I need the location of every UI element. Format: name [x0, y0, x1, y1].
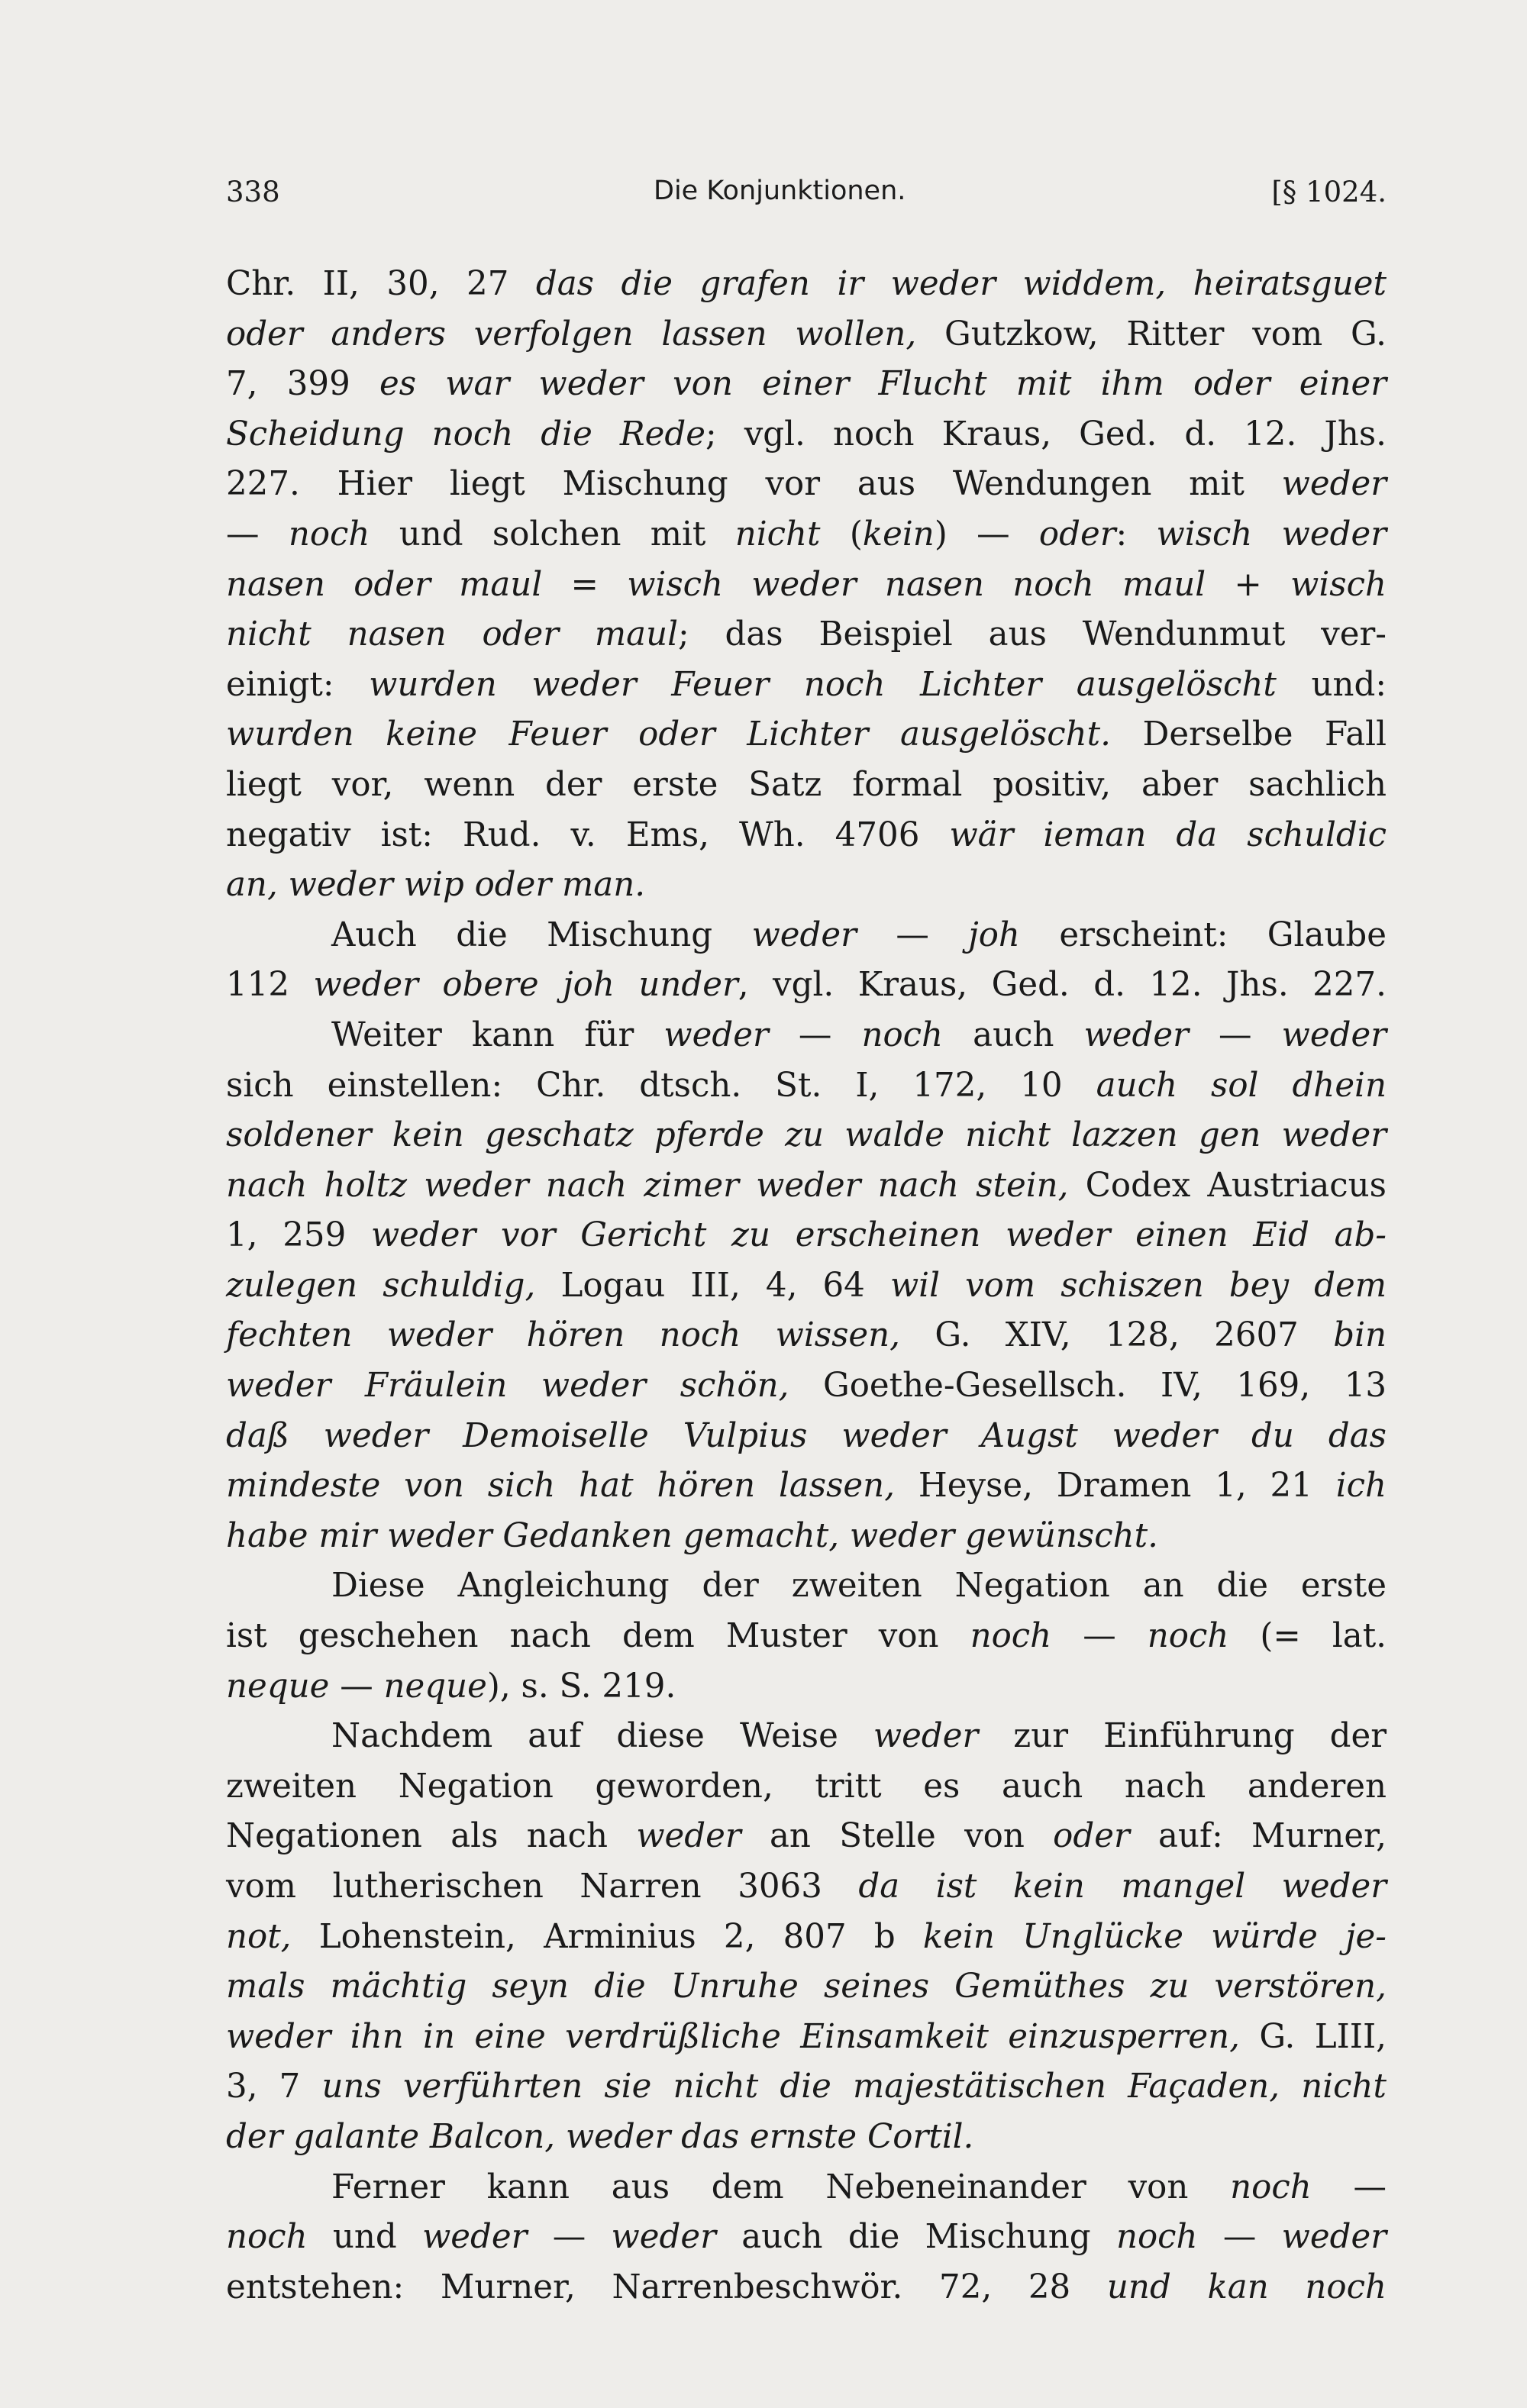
italic-segment: weder	[1083, 1015, 1189, 1054]
body-text	[226, 260, 1387, 2313]
text-segment: Negationen als nach	[226, 1817, 637, 1856]
italic-segment: weder	[1281, 1015, 1387, 1054]
text-line	[226, 1011, 1387, 1061]
text-line	[226, 760, 1387, 811]
text-line	[226, 1862, 1387, 1913]
text-segment: —	[226, 515, 289, 554]
text-line	[226, 1161, 1387, 1212]
text-segment: ), s. S. 219.	[486, 1667, 676, 1706]
text-line	[226, 1111, 1387, 1161]
text-segment: (= lat.	[1228, 1617, 1387, 1656]
text-segment: —	[1311, 2168, 1387, 2206]
italic-segment: neque	[226, 1667, 330, 1706]
italic-segment: weder ihn in eine verdrüßliche Einsamkeit einzusperren,	[226, 2017, 1240, 2056]
italic-segment: noch	[970, 1617, 1052, 1656]
italic-segment: oder	[1038, 515, 1116, 554]
text-segment: —	[329, 1667, 384, 1706]
italic-segment: auch sol dhein	[1096, 1066, 1387, 1105]
text-segment: Logau III, 4, 64	[535, 1266, 890, 1305]
italic-segment: wurden weder Feuer noch Lichter ausgelöscht	[369, 665, 1277, 704]
text-line	[226, 960, 1387, 1011]
italic-segment: an, weder wip oder man.	[226, 866, 646, 905]
text-segment: und solchen mit	[370, 515, 735, 554]
italic-segment: nach holtz weder nach zimer weder nach stein,	[226, 1166, 1069, 1205]
text-segment: 112	[226, 966, 314, 1005]
text-segment: Codex Austriacus	[1068, 1166, 1387, 1205]
section-marker: [§ 1024.	[1271, 176, 1387, 208]
text-segment: —	[1051, 1617, 1148, 1656]
running-title: Die Konjunktionen.	[654, 176, 906, 206]
italic-segment: weder	[663, 1015, 769, 1054]
text-line	[226, 1361, 1387, 1412]
text-line	[226, 1913, 1387, 1963]
text-segment: liegt vor, wenn der erste Satz formal positiv, aber sachlich	[226, 765, 1387, 804]
text-segment: 7, 399	[226, 365, 379, 404]
italic-segment: oder anders verfolgen lassen wollen,	[226, 315, 917, 353]
italic-segment: da ist kein mangel weder	[858, 1867, 1387, 1906]
text-segment: —	[527, 2218, 612, 2257]
text-line	[226, 1762, 1387, 1812]
italic-segment: weder	[611, 2218, 716, 2257]
page-number: 338	[226, 176, 280, 208]
text-line	[226, 2163, 1387, 2213]
italic-segment: nasen oder maul	[226, 565, 543, 604]
text-line	[226, 911, 1387, 961]
text-segment: Weiter kann für	[331, 1015, 664, 1054]
italic-segment: nicht nasen oder maul	[226, 615, 679, 654]
italic-segment: habe mir weder Gedanken gemacht, weder gewünscht.	[226, 1516, 1158, 1555]
italic-segment: bin	[1333, 1316, 1387, 1355]
text-line	[226, 1812, 1387, 1862]
text-segment: =	[542, 565, 628, 604]
text-line	[226, 510, 1387, 560]
text-line	[226, 410, 1387, 460]
text-segment: einigt:	[226, 665, 370, 704]
text-line	[226, 1512, 1387, 1562]
text-segment: ist geschehen nach dem Muster von	[226, 1617, 970, 1656]
text-line	[226, 1061, 1387, 1112]
italic-segment: weder	[636, 1817, 741, 1856]
text-segment: auch	[943, 1015, 1084, 1054]
text-segment: G. LIII,	[1239, 2017, 1387, 2056]
text-line	[226, 1461, 1387, 1512]
italic-segment: und kan noch	[1106, 2268, 1387, 2306]
text-line	[226, 610, 1387, 660]
text-segment: 1, 259	[226, 1216, 371, 1255]
text-segment: Heyse, Dramen 1, 21	[895, 1467, 1336, 1506]
text-segment: —	[768, 1015, 862, 1054]
text-segment: erscheint: Glaube	[1019, 915, 1387, 954]
text-segment: :	[1115, 515, 1157, 554]
italic-segment: not,	[226, 1917, 292, 1956]
italic-segment: weder	[873, 1717, 979, 1756]
text-segment: —	[856, 915, 969, 954]
text-segment: und:	[1276, 665, 1387, 704]
italic-segment: wurden keine Feuer oder Lichter ausgelöscht.	[226, 715, 1111, 754]
text-line	[226, 2263, 1387, 2313]
italic-segment: kein	[862, 515, 935, 554]
text-segment: Gutzkow, Ritter vom G.	[916, 315, 1387, 353]
italic-segment: weder	[1281, 2218, 1387, 2257]
text-segment: G. XIV, 128, 2607	[900, 1316, 1334, 1355]
italic-segment: soldener kein geschatz pferde zu walde nicht lazzen gen weder	[226, 1116, 1387, 1155]
italic-segment: ich	[1335, 1467, 1387, 1506]
text-segment: Chr. II, 30, 27	[226, 265, 536, 303]
italic-segment: noch	[1147, 1617, 1229, 1656]
italic-segment: fechten weder hören noch wissen,	[226, 1316, 901, 1355]
text-segment: +	[1206, 565, 1291, 604]
text-line	[226, 1662, 1387, 1712]
italic-segment: joh	[968, 915, 1020, 954]
text-segment: , vgl. Kraus, Ged. d. 12. Jhs. 227.	[738, 966, 1387, 1005]
italic-segment: weder Fräulein weder schön,	[226, 1367, 789, 1406]
italic-segment: das die grafen ir weder widdem, heiratsguet	[535, 265, 1387, 303]
italic-segment: daß weder Demoiselle Vulpius weder Augst weder du das	[226, 1416, 1387, 1455]
italic-segment: mindeste von sich hat hören lassen,	[226, 1467, 896, 1506]
text-segment: an Stelle von	[741, 1817, 1054, 1856]
text-segment: zweiten Negation geworden, tritt es auch nach anderen	[226, 1767, 1387, 1806]
text-line	[226, 560, 1387, 611]
italic-segment: nicht	[734, 515, 821, 554]
italic-segment: noch	[1115, 2218, 1198, 2257]
italic-segment: wisch weder nasen noch maul	[627, 565, 1206, 604]
italic-segment: der galante Balcon, weder das ernste Cortil.	[226, 2117, 974, 2156]
text-segment: vom lutherischen Narren 3063	[226, 1867, 859, 1906]
text-line	[226, 460, 1387, 510]
text-segment: Goethe-Gesellsch. IV, 169, 13	[789, 1367, 1387, 1406]
italic-segment: noch	[1230, 2168, 1312, 2206]
text-line	[226, 1962, 1387, 2013]
text-segment: entstehen: Murner, Narrenbeschwör. 72, 28	[226, 2268, 1107, 2306]
text-segment: 3, 7	[226, 2067, 322, 2106]
italic-segment: wisch weder	[1156, 515, 1387, 554]
italic-segment: noch	[861, 1015, 944, 1054]
text-line	[226, 360, 1387, 410]
text-segment: sich einstellen: Chr. dtsch. St. I, 172, 10	[226, 1066, 1096, 1105]
text-segment: ) —	[934, 515, 1039, 554]
italic-segment: Scheidung noch die Rede	[226, 415, 705, 454]
italic-segment: noch	[288, 515, 370, 554]
text-segment: Ferner kann aus dem Nebeneinander von	[331, 2168, 1231, 2206]
italic-segment: es war weder von einer Flucht mit ihm oder einer	[379, 365, 1387, 404]
italic-segment: neque	[383, 1667, 487, 1706]
text-line	[226, 310, 1387, 360]
text-line	[226, 1261, 1387, 1312]
text-segment: ; vgl. noch Kraus, Ged. d. 12. Jhs.	[705, 415, 1387, 454]
text-segment: auch die Mischung	[715, 2218, 1116, 2257]
running-header	[226, 176, 1387, 221]
text-segment: Nachdem auf diese Weise	[331, 1717, 873, 1756]
text-line	[226, 1612, 1387, 1662]
italic-segment: wil vom schiszen bey dem	[889, 1266, 1387, 1305]
text-line	[226, 660, 1387, 711]
text-line	[226, 2013, 1387, 2063]
italic-segment: weder vor Gericht zu erscheinen weder einen Eid ab-	[370, 1216, 1387, 1255]
text-segment: 227. Hier liegt Mischung vor aus Wendungen mit	[226, 465, 1282, 504]
text-line	[226, 1211, 1387, 1261]
text-line	[226, 2213, 1387, 2263]
text-segment: Derselbe Fall	[1110, 715, 1387, 754]
text-segment: Lohenstein, Arminius 2, 807 b	[291, 1917, 923, 1956]
italic-segment: kein Unglücke würde je-	[922, 1917, 1387, 1956]
text-line	[226, 1311, 1387, 1361]
text-line	[226, 1412, 1387, 1462]
italic-segment: wisch	[1290, 565, 1387, 604]
italic-segment: zulegen schuldig,	[226, 1266, 536, 1305]
italic-segment: noch	[226, 2218, 308, 2257]
text-segment: —	[1188, 1015, 1282, 1054]
text-line	[226, 860, 1387, 911]
italic-segment: oder	[1053, 1817, 1130, 1856]
text-segment: negativ ist: Rud. v. Ems, Wh. 4706	[226, 815, 950, 854]
text-segment: Diese Angleichung der zweiten Negation an die erste	[331, 1567, 1387, 1606]
text-segment: und	[307, 2218, 423, 2257]
text-line	[226, 2113, 1387, 2163]
text-line	[226, 710, 1387, 760]
italic-segment: weder	[1281, 465, 1387, 504]
text-segment: zur Einführung der	[978, 1717, 1387, 1756]
text-segment: (	[820, 515, 863, 554]
italic-segment: wär ieman da schuldic	[949, 815, 1387, 854]
italic-segment: mals mächtig seyn die Unruhe seines Gemüthes zu verstören,	[226, 1967, 1387, 2006]
text-line	[226, 811, 1387, 861]
italic-segment: weder	[751, 915, 857, 954]
text-line	[226, 260, 1387, 310]
text-segment: Auch die Mischung	[331, 915, 752, 954]
text-line	[226, 2062, 1387, 2113]
text-line	[226, 1712, 1387, 1762]
text-line	[226, 1561, 1387, 1612]
italic-segment: weder	[422, 2218, 528, 2257]
text-segment: ; das Beispiel aus Wendunmut ver-	[678, 615, 1387, 654]
text-segment: auf: Murner,	[1129, 1817, 1387, 1856]
italic-segment: weder obere joh under	[313, 966, 738, 1005]
text-segment: —	[1197, 2218, 1282, 2257]
italic-segment: uns verführten sie nicht die majestätischen Façaden, nicht	[321, 2067, 1387, 2106]
